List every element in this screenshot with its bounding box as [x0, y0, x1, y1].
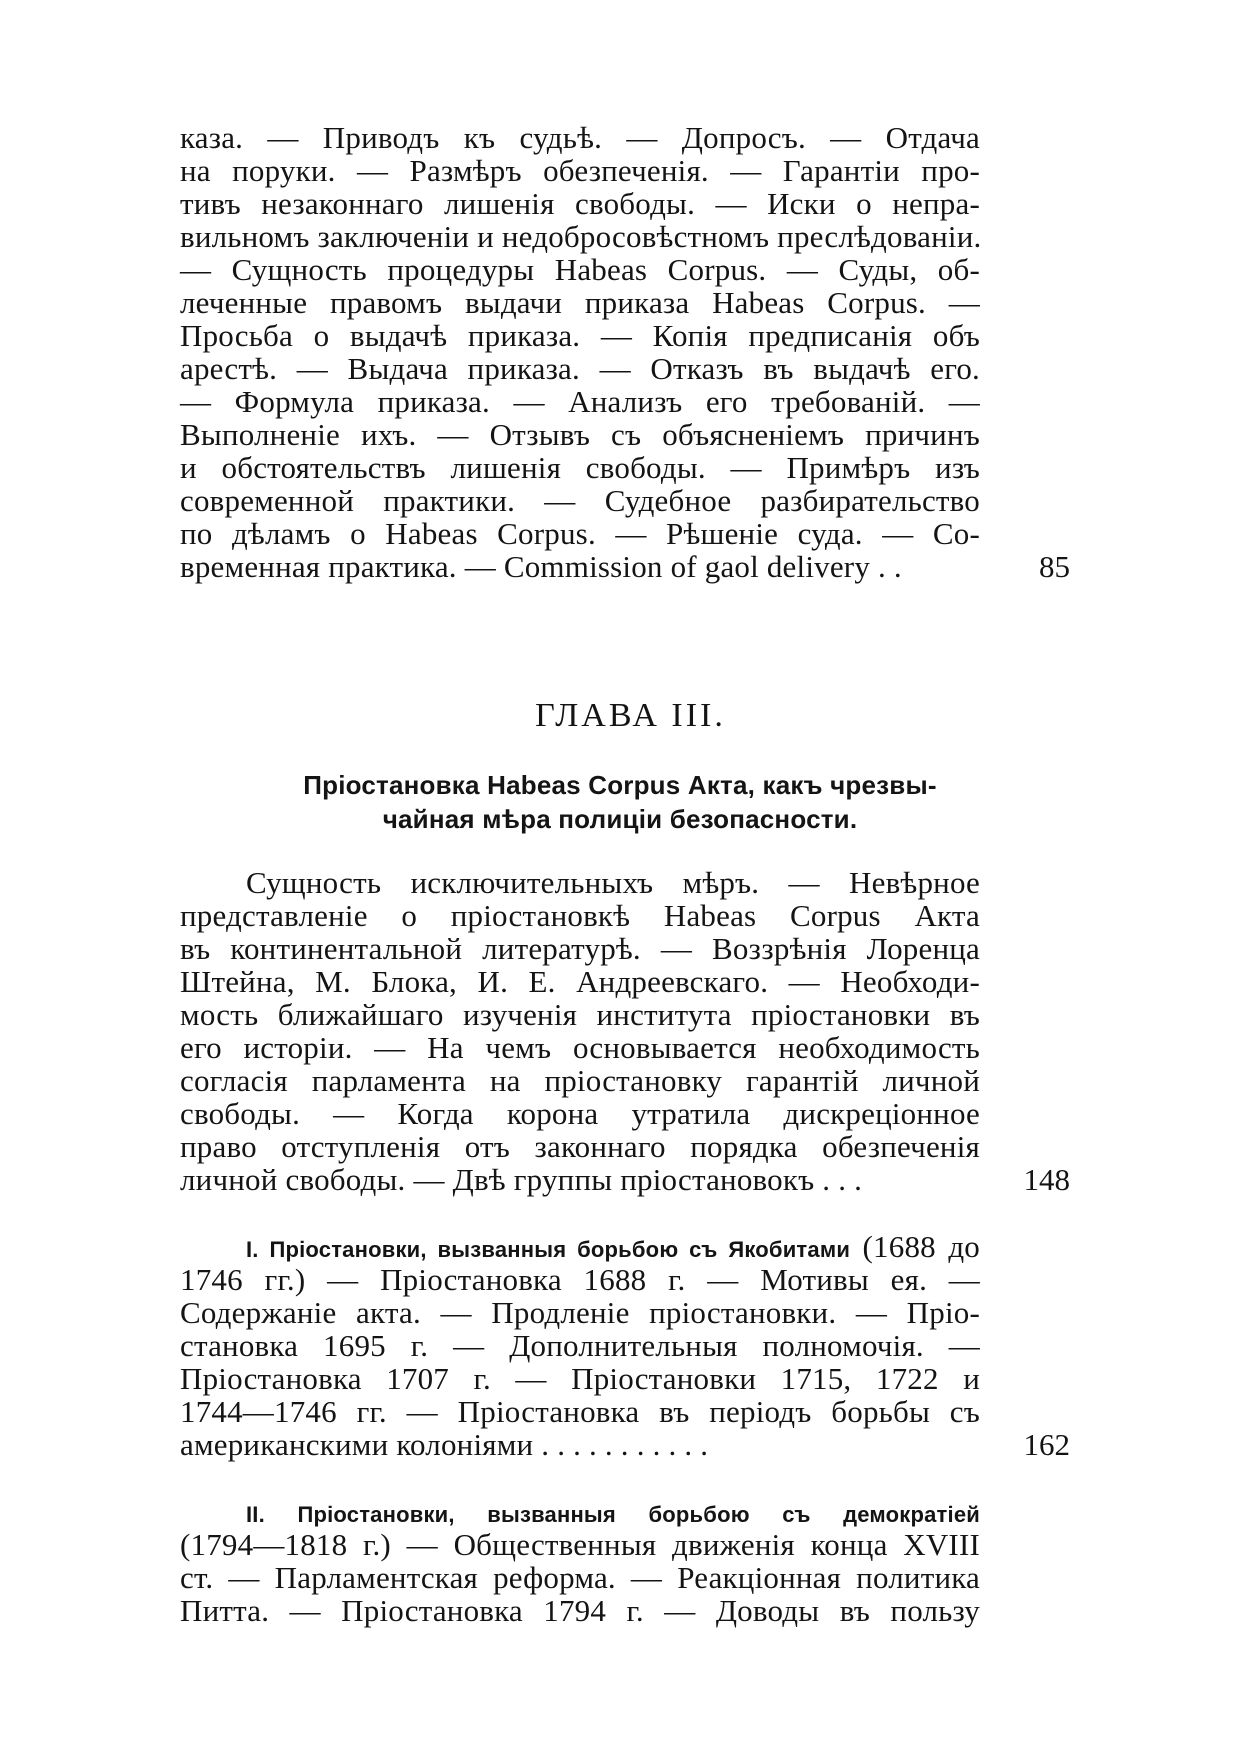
text-line: по дѣламъ о Habeas Corpus. — Рѣшеніе суда. — Со- [180, 516, 980, 551]
section-lead: II. Пріостановки, вызванныя борьбою съ демократіей [246, 1502, 980, 1527]
contents-section-1 [180, 1229, 1070, 1462]
text-line: Просьба о выдачѣ приказа. — Копія предписанія объ [180, 318, 980, 353]
text-line: 1746 гг.) — Пріостановка 1688 г. — Мотивы ея. — [180, 1262, 980, 1297]
text-line: — Сущность процедуры Habeas Corpus. — Суды, об- [180, 252, 980, 287]
text-line: его исторіи. — На чемъ основывается необходимость [180, 1030, 980, 1065]
contents-entry-continued [180, 120, 1070, 584]
section-lead-rest: (1688 до [862, 1229, 980, 1264]
page-number: 162 [1023, 1427, 1070, 1462]
chapter-heading [260, 768, 980, 836]
text-line: леченные правомъ выдачи приказа Habeas Corpus. — [180, 285, 980, 320]
text-line: становка 1695 г. — Дополнительныя полномочія. — [180, 1328, 980, 1363]
text-line: согласія парламента на пріостановку гарантій личной [180, 1063, 980, 1098]
page-number: 148 [1023, 1162, 1070, 1197]
contents-entry-intro [180, 865, 1070, 1197]
text-line: свободы. — Когда корона утратила дискреціонное [180, 1096, 980, 1131]
section-lead-line [180, 1230, 980, 1263]
section-lead-line [180, 1495, 980, 1528]
text-line: Пріостановка 1707 г. — Пріостановки 1715, 1722 и [180, 1361, 980, 1396]
section-lead: I. Пріостановки, вызванныя борьбою съ Якобитами [246, 1237, 851, 1262]
text-line: Питта. — Пріостановка 1794 г. — Доводы въ пользу [180, 1593, 980, 1628]
text-line: (1794—1818 г.) — Общественныя движенія конца XVIII [180, 1527, 980, 1562]
heading-line: Пріостановка Habeas Corpus Акта, какъ чрезвы- [303, 770, 937, 800]
text-line: арестѣ. — Выдача приказа. — Отказъ въ выдачѣ его. [180, 351, 980, 386]
text-line: ст. — Парламентская реформа. — Реакціонная политика [180, 1560, 980, 1595]
page-number: 85 [1039, 549, 1070, 584]
contents-section-2 [180, 1495, 980, 1627]
text-line: временная практика. — Commission of gaol delivery . . [180, 549, 902, 584]
text-line: 1744—1746 гг. — Пріостановка въ періодъ борьбы съ [180, 1394, 980, 1429]
text-line: американскими колоніями . . . . . . . . . . . [180, 1427, 709, 1462]
chapter-title: ГЛАВА III. [535, 697, 726, 734]
text-line: мость ближайшаго изученія института пріостановки въ [180, 997, 980, 1032]
text-line: право отступленія отъ законнаго порядка обезпеченія [180, 1129, 980, 1164]
text-line: тивъ незаконнаго лишенія свободы. — Иски о непра- [180, 186, 980, 221]
text-line: Выполненіе ихъ. — Отзывъ съ объясненіемъ причинъ [180, 417, 980, 452]
text-line: и обстоятельствъ лишенія свободы. — Примѣръ изъ [180, 450, 980, 485]
text-line: на поруки. — Размѣръ обезпеченія. — Гарантіи про- [180, 153, 980, 188]
text-line: современной практики. — Судебное разбирательство [180, 483, 980, 518]
text-line: — Формула приказа. — Анализъ его требованій. — [180, 384, 980, 419]
text-line: представленіе о пріостановкѣ Habeas Corpus Акта [180, 898, 980, 933]
text-line: вильномъ заключеніи и недобросовѣстномъ преслѣдованіи. [180, 219, 982, 254]
text-line: личной свободы. — Двѣ группы пріостановокъ . . . [180, 1162, 863, 1197]
text-line: Штейна, М. Блока, И. Е. Андреевскаго. — Необходи- [180, 964, 980, 999]
text-line: въ континентальной литературѣ. — Воззрѣнія Лоренца [180, 931, 980, 966]
text-line: Содержаніе акта. — Продленіе пріостановки. — Пріо- [180, 1295, 980, 1330]
heading-line: чайная мѣра полиціи безопасности. [382, 804, 858, 834]
text-line: каза. — Приводъ къ судьѣ. — Допросъ. — Отдача [180, 120, 980, 155]
text-line: Сущность исключительныхъ мѣръ. — Невѣрное [246, 865, 980, 900]
